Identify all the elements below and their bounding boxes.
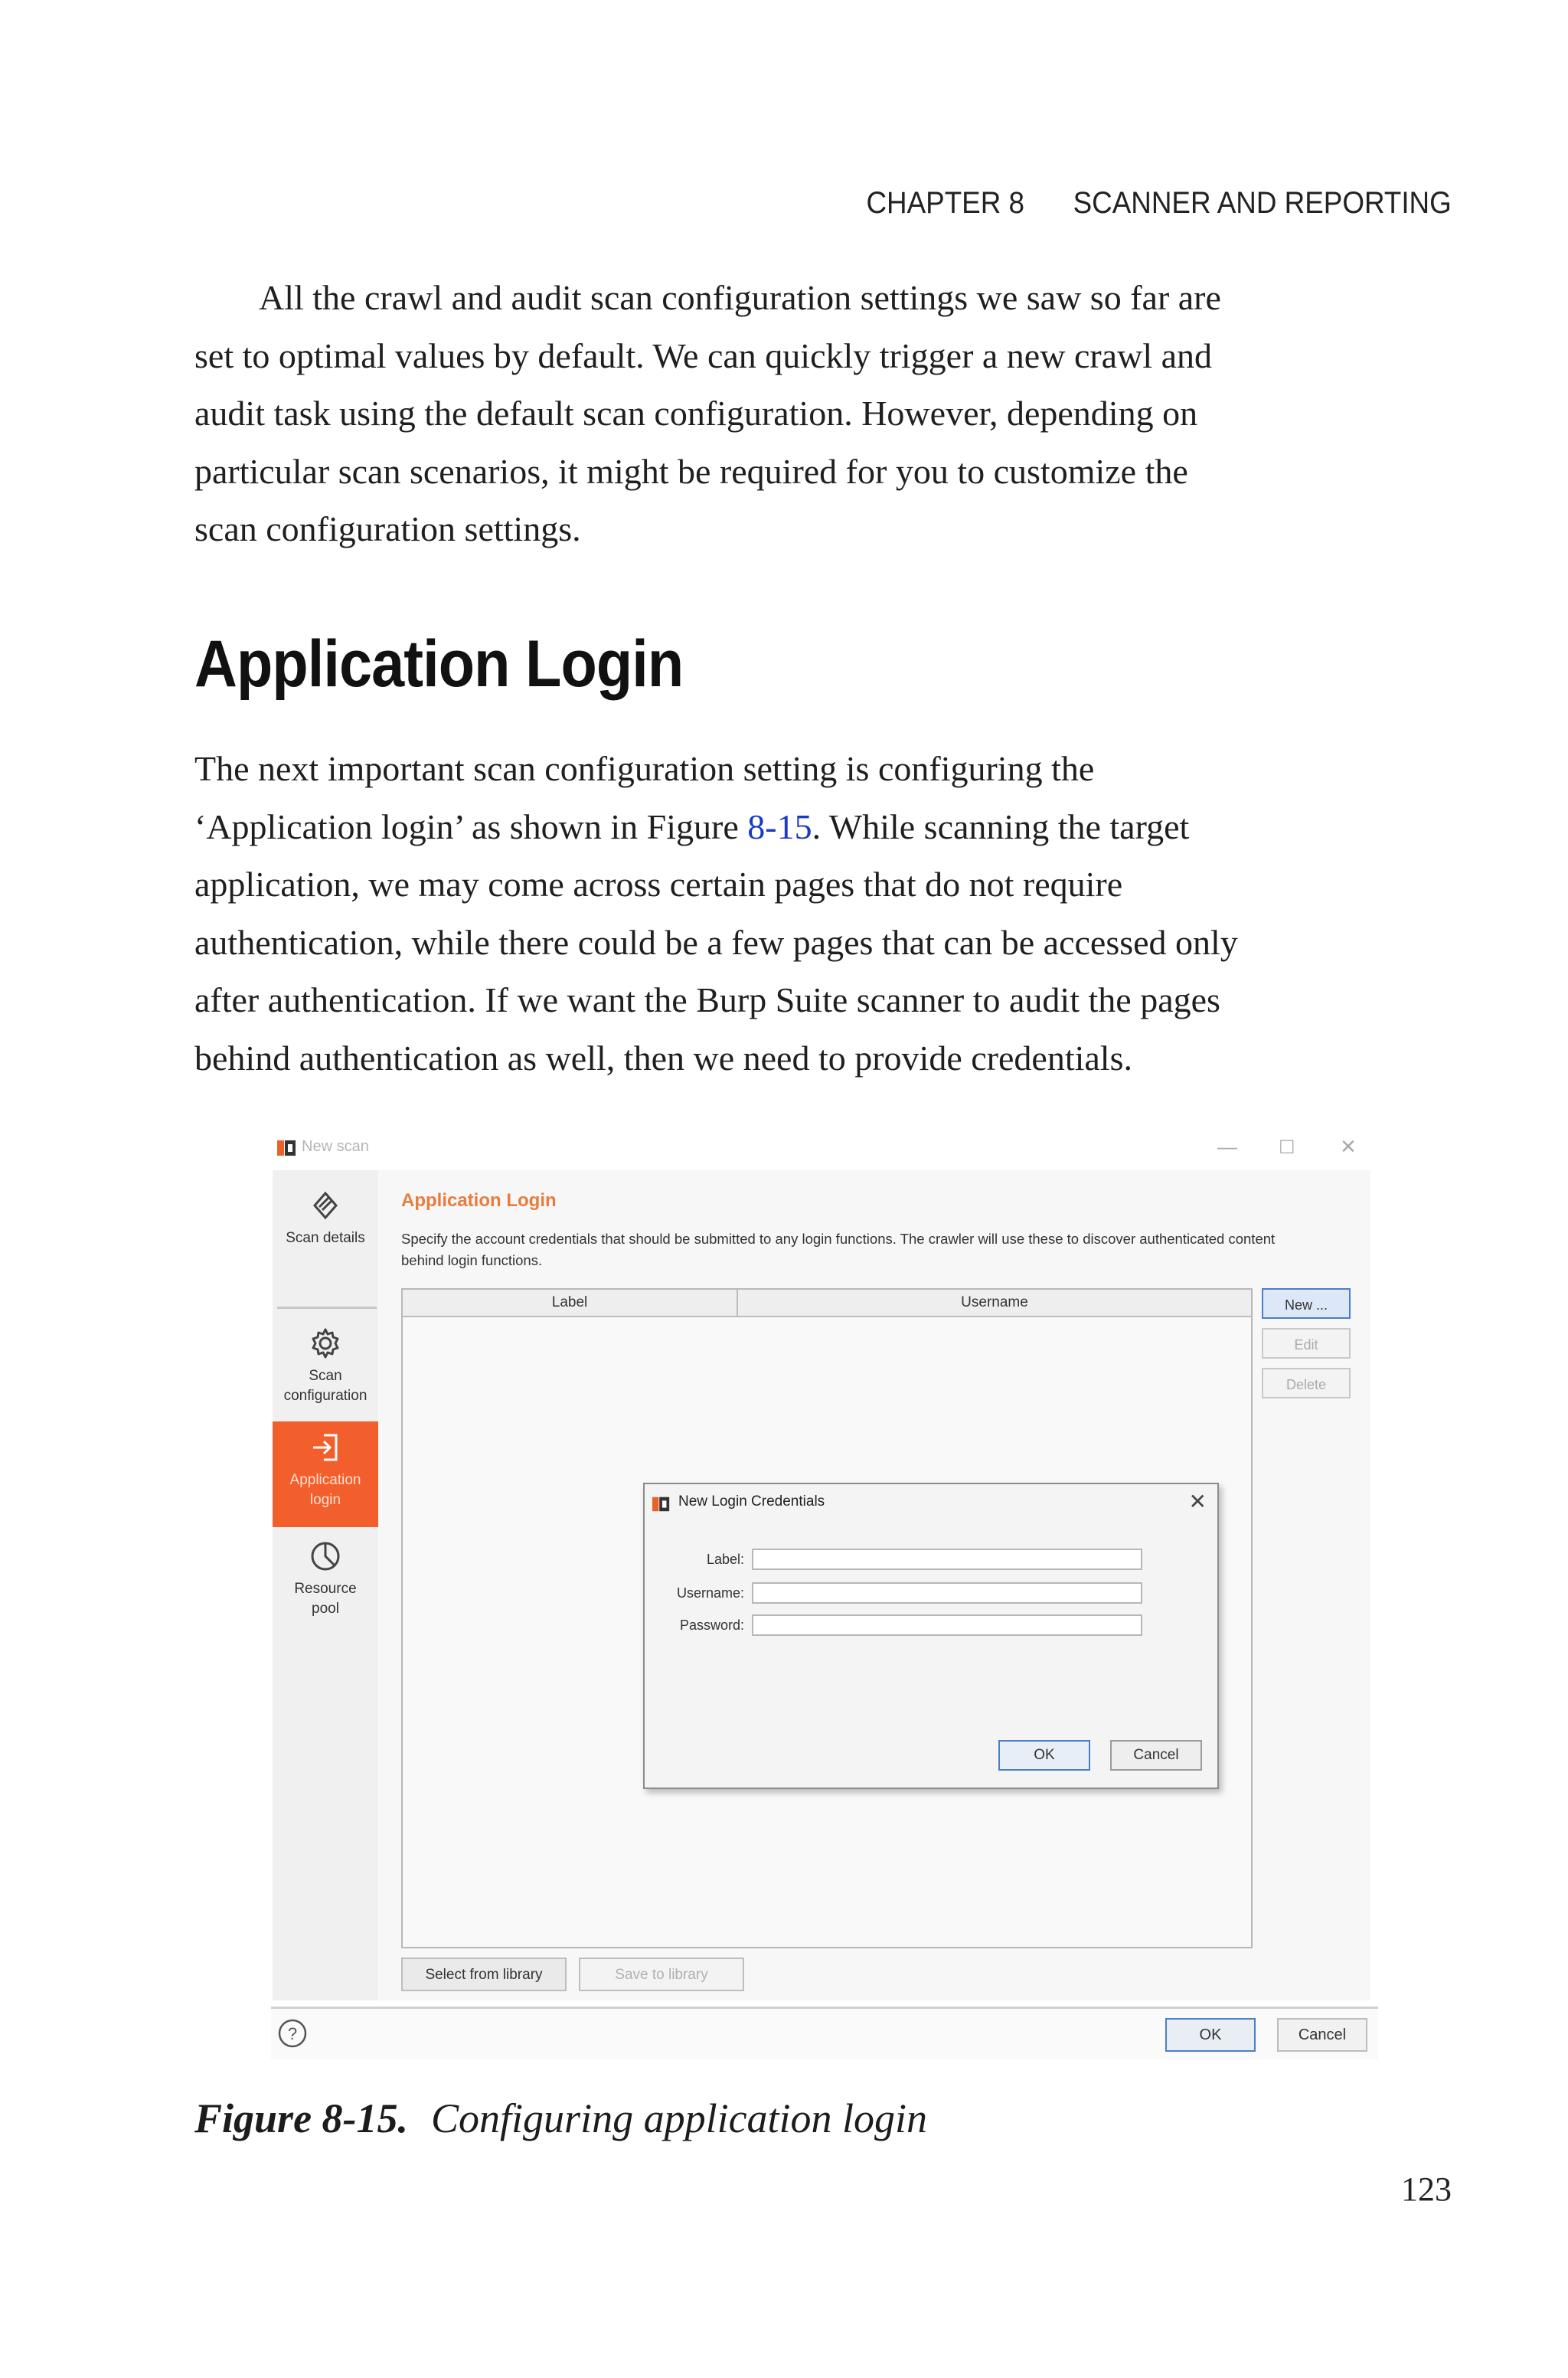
paragraph-line: particular scan scenarios, it might be required for you to customize the [194, 451, 1188, 491]
burp-logo-icon [277, 1138, 297, 1158]
text-segment: ‘Application login’ as shown in Figure [194, 806, 748, 846]
figure-screenshot [271, 1127, 1378, 2060]
dialog-cancel-button[interactable]: Cancel [1110, 1740, 1202, 1771]
window-titlebar [271, 1127, 1378, 1170]
sidebar-item-label: login [309, 1492, 341, 1508]
burp-logo-icon [652, 1495, 671, 1513]
paragraph-line: application, we may come across certain pages that do not require [194, 865, 1123, 904]
running-head [867, 186, 1452, 221]
pie-chart-icon [307, 1538, 344, 1575]
close-icon[interactable]: ✕ [1340, 1135, 1357, 1158]
sidebar-divider [277, 1307, 377, 1309]
paragraph-line: The next important scan configuration setting is configuring the [194, 749, 1095, 788]
ok-button[interactable]: OK [1165, 2018, 1256, 2052]
paragraph-line: All the crawl and audit scan configuration settings we saw so far are [259, 278, 1221, 317]
sidebar-item-label: Scan [309, 1368, 342, 1384]
dialog-ok-button[interactable]: OK [998, 1740, 1090, 1771]
username-input[interactable] [752, 1582, 1142, 1604]
login-icon [307, 1429, 344, 1466]
figure-caption [194, 2095, 927, 2142]
sidebar-item-label: configuration [283, 1388, 368, 1404]
minimize-icon[interactable]: — [1217, 1135, 1237, 1158]
section-heading: Application Login [194, 627, 684, 701]
window-footer [271, 2007, 1378, 2059]
figure-number: Figure 8-15. [194, 2095, 409, 2141]
paragraph-line: scan configuration settings. [194, 509, 581, 548]
svg-text:?: ? [287, 2024, 298, 2043]
text-segment: . While scanning the target [812, 806, 1190, 846]
intro-paragraph [194, 269, 1450, 558]
window-title: New scan [302, 1138, 369, 1155]
sidebar-item-label: Resource [294, 1581, 357, 1597]
panel-title: Application Login [401, 1190, 557, 1211]
label-field-label: Label: [706, 1552, 744, 1567]
column-header-username[interactable]: Username [961, 1294, 1028, 1310]
label-input[interactable] [752, 1549, 1142, 1570]
sidebar-item-scan-configuration[interactable] [273, 1325, 378, 1406]
sidebar-item-scan-details[interactable] [273, 1187, 378, 1248]
panel-description [401, 1228, 1351, 1271]
edit-button[interactable]: Edit [1262, 1328, 1351, 1359]
description-line: Specify the account credentials that should be submitted to any login functions. The crawler will use these to discover authenticated content [401, 1231, 1276, 1247]
chapter-label: CHAPTER 8 [866, 186, 1025, 220]
description-line: behind login functions. [401, 1252, 543, 1268]
paragraph-line: behind authentication as well, then we need to provide credentials. [194, 1038, 1132, 1078]
help-icon[interactable] [277, 2018, 308, 2049]
column-header-label[interactable]: Label [551, 1294, 588, 1310]
select-from-library-button[interactable]: Select from library [401, 1958, 567, 1991]
save-to-library-button[interactable]: Save to library [579, 1958, 744, 1991]
delete-button[interactable]: Delete [1262, 1368, 1351, 1398]
gear-icon [307, 1325, 344, 1362]
password-field-label: Password: [679, 1617, 744, 1633]
close-icon[interactable]: ✕ [1188, 1490, 1207, 1513]
table-header [403, 1290, 1251, 1317]
sidebar-item-label: Application [289, 1472, 361, 1488]
password-input[interactable] [752, 1614, 1142, 1636]
cancel-button[interactable]: Cancel [1277, 2018, 1367, 2052]
page-number: 123 [1401, 2170, 1452, 2208]
new-login-credentials-dialog [643, 1483, 1219, 1789]
paragraph-line: authentication, while there could be a few pages that can be accessed only [194, 922, 1238, 962]
body-paragraph [194, 740, 1450, 1087]
sidebar-item-label: pool [312, 1601, 339, 1617]
dialog-title: New Login Credentials [678, 1493, 825, 1510]
paragraph-line [194, 798, 1450, 856]
paragraph-line: after authentication. If we want the Burp Suite scanner to audit the pages [194, 980, 1220, 1019]
figure-caption-text: Configuring application login [431, 2095, 928, 2141]
sidebar-item-label: Scan details [286, 1230, 365, 1246]
chapter-title: SCANNER AND REPORTING [1073, 186, 1452, 220]
figure-reference-link[interactable]: 8-15 [747, 806, 812, 846]
scan-sidebar [273, 1170, 378, 2000]
paragraph-line: audit task using the default scan configuration. However, depending on [194, 394, 1198, 433]
maximize-icon[interactable]: ☐ [1279, 1137, 1295, 1158]
new-button[interactable]: New ... [1262, 1288, 1351, 1319]
scan-details-icon [307, 1187, 344, 1224]
paragraph-line: set to optimal values by default. We can quickly trigger a new crawl and [194, 335, 1213, 375]
username-field-label: Username: [676, 1585, 744, 1601]
application-login-panel [378, 1170, 1370, 2000]
sidebar-item-resource-pool[interactable] [273, 1538, 378, 1619]
sidebar-item-application-login[interactable] [273, 1421, 378, 1527]
